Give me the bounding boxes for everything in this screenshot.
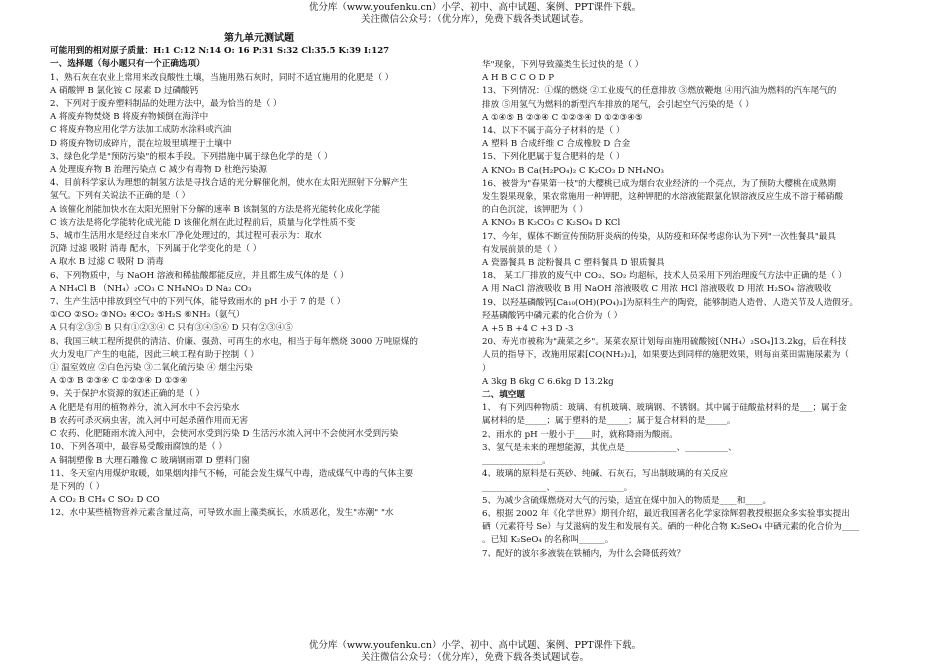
right-line: 2、雨水的 pH 一般小于____时，就称降雨为酸雨。 [482,429,678,440]
left-line: ①CO ②SO₂ ③NO₂ ④CO₂ ⑤H₂S ⑥NH₃（氨气） [50,310,245,321]
footer-line-2: 关注微信公众号：（优分库），免费下载各类试题试卷。 [360,652,589,663]
left-line: A 该催化剂能加快水在太阳光照射下分解的速率 B 该制氢的方法是将光能转化成化学能 [50,204,381,215]
right-line: 16、被誉为"春果第一枝"的大樱桃已成为烟台农业经济的一个亮点，为了预防大樱桃在成熟期 [482,178,836,189]
left-line: 6、下列物质中，与 NaOH 溶液和稀盐酸都能反应，并且都生成气体的是（ ） [50,270,349,281]
right-line: 人员的指导下，改施用尿素[CO(NH₂)₂]，如果要达到同样的施肥效果，则每亩菜田需施尿素为（ [482,350,849,361]
page-header [0,2,950,26]
right-line: 排放 ⑤用氢气为燃料的新型汽车排放的尾气，会引起空气污染的是（ ） [482,99,754,110]
left-line: 5、城市生活用水是经过自来水厂净化处理过的，其过程可表示为：取水 [50,231,322,242]
right-line: 3、氢气是未来的理想能源，其优点是____________、__________、 [482,442,737,453]
left-line: A 处理废弃物 B 治理污染点 C 减少有毒物 D 杜绝污染源 [50,165,267,176]
right-line: A KNO₃ B K₂CO₃ C K₂SO₄ D KCl [482,218,621,229]
right-line: 17、今年，媒体不断宣传预防肝炎病的传染，从防疫和环保考虑你认为下列"一次性餐具"最具 [482,231,836,242]
right-line: A 瓷器餐具 B 淀粉餐具 C 塑料餐具 D 银质餐具 [482,258,665,269]
left-line: 第九单元测试题 [224,33,294,44]
right-line: 硒（元素符号 Se）与艾滋病的发生和发展有关。硒的一种化合物 K₂SeO₄ 中硒元素的化合价为____ [482,522,860,533]
left-line: C 将废弃物应用化学方法加工成防水涂料或汽油 [50,125,232,136]
left-line: 7、生产生活中排放到空气中的下列气体，能导致雨水的 pH 小于 7 的是（ ） [50,297,346,308]
right-line: 羟基磷酸钙中磷元素的化合价为（ ） [482,310,623,321]
right-line: 有发展前景的是（ ） [482,244,563,255]
left-line: 沉降 过滤 吸附 消毒 配水，下列属于化学变化的是（ ） [50,244,262,255]
left-line: 10、下列各项中，最容易受酸雨腐蚀的是（ ） [50,442,227,453]
left-line: A 取水 B 过滤 C 吸附 D 消毒 [50,257,164,268]
left-line: 2、下列对于废弃塑料制品的处理方法中，最为恰当的是（ ） [50,99,282,110]
left-line: 1、熟石灰在农业上常用来改良酸性土壤，当施用熟石灰时，同时不适宜施用的化肥是（ ） [50,72,394,83]
left-line: 氢气。下列有关说法不正确的是（ ） [50,191,191,202]
left-line: A 硝酸钾 B 氯化铵 C 尿素 D 过磷酸钙 [50,85,199,96]
left-line: B 农药可杀灭病虫害，流入河中可起杀菌作用而无害 [50,415,249,426]
left-line: 4、目前科学家认为理想的制氢方法是寻找合适的光分解催化剂，使水在太阳光照射下分解产生 [50,178,408,189]
right-line: 二、填空题 [482,390,525,401]
right-line: 4、玻璃的原料是石英砂、纯碱、石灰石，写出制玻璃的有关反应 [482,469,729,480]
page-footer [0,640,950,664]
left-line: 是下列的（ ） [50,481,105,492]
right-line: 19、以羟基磷酸钙[Ca₁₀(OH)(PO₄)₃]为原料生产的陶瓷，能够制造人造骨、人造关节及人造假牙。 [482,297,859,308]
right-line: ______________。 [482,456,551,467]
right-line: A 3kg B 6kg C 6.6kg D 13.2kg [482,376,614,387]
left-line: 11、冬天室内用煤炉取暖，如果烟肉排气不畅，可能会发生煤气中毒，造成煤气中毒的气体主要 [50,468,414,479]
left-line: 3、绿色化学是"预防污染"的根本手段。下列措施中属于绿色化学的是（ ） [50,151,333,162]
footer-line-1: 优分库（www.youfenku.cn）小学、初中、高中试题、案例、PPT课件下载。 [308,640,642,651]
right-line: 15、下列化肥属于复合肥料的是（ ） [482,152,625,163]
header-line-2: 关注微信公众号：（优分库），免费下载各类试题试卷。 [360,14,589,25]
right-line: 的白色沉淀，该钾肥为（ ） [482,205,588,216]
right-line: 14、以下不属于高分子材料的是（ ） [482,126,625,137]
right-line: 18、 某工厂排放的废气中 CO₂、SO₂ 均超标，技术人员采用下列治理废气方法中正确的是（ ） [482,271,847,282]
right-line: 13、下列情况：①煤的燃烧 ②工业废气的任意排放 ③燃放鞭炮 ④用汽油为燃料的汽车尾气的 [482,86,837,97]
left-line: 一、选择题（每小题只有一个正确选项） [50,59,205,70]
left-line: 火力发电厂产生的电能，因此三峡工程有助于控制（ ） [50,349,259,360]
left-line: A 铜制塑像 B 大理石雕像 C 玻璃钢雨罩 D 塑料门窗 [50,455,250,466]
header-line-1: 优分库（www.youfenku.cn）小学、初中、高中试题、案例、PPT课件下载。 [308,2,642,13]
right-line: 5、为减少含硫煤燃烧对大气的污染，适宜在煤中加入的物质是____和____。 [482,495,772,506]
left-line: A 化肥是有用的植物养分，流入河水中不会污染水 [50,402,240,413]
right-line: _______________、________________。 [482,482,633,493]
left-line: 12、水中某些植物营养元素含量过高，可导致水面上藻类疯长，水质恶化，发生"赤潮" "水 [50,508,394,519]
right-line: 属材料的是_____；属于塑料的是_____；属于复合材料的是_____。 [482,416,736,427]
right-line: A ①④⑤ B ②③④ C ①②③④ D ①②③④⑤ [482,112,643,123]
right-line: 。已知 K₂SeO₄ 的名称叫______。 [482,535,614,546]
left-line: A NH₄Cl B （NH₄）₂CO₃ C NH₄NO₃ D Na₂ CO₃ [50,283,252,294]
right-line: A +5 B +4 C +3 D -3 [482,324,574,335]
left-line: C 农药、化肥随雨水流入河中，会使河水受到污染 D 生活污水流入河中不会使河水受到污染 [50,429,399,440]
right-line: A H B C C O D P [482,73,555,84]
left-line: 8、我国三峡工程所提供的清洁、价廉、强劲、可再生的水电，相当于每年燃烧 3000 万吨原煤的 [50,336,418,347]
left-line: 可能用到的相对原子质量：H:1 C:12 N:14 O: 16 P:31 S:32 Cl:35.5 K:39 I:127 [50,46,390,57]
right-line: A 用 NaCl 溶液吸收 B 用 NaOH 溶液吸收 C 用浓 HCl 溶液吸收 D 用浓 H₂SO₄ 溶液吸收 [482,284,832,295]
right-line: 20、寿光市被称为"蔬菜之乡"。某菜农原计划每亩施用硫酸铵[（NH₄）₂SO₄]13.2kg，后在科技 [482,337,847,348]
right-line: 发生裂果现象，果农常施用一种钾肥，这种钾肥的水溶液能跟氯化钡溶液反应生成不溶于稀硝酸 [482,192,843,203]
left-line: D 将废弃物切成碎片，混在垃圾里填埋于土壤中 [50,138,232,149]
right-line: 6、根据 2002 年《化学世界》期刊介绍，最近我国著名化学家徐辉碧教授根据众多实验事实提出 [482,508,850,519]
right-line: 华"现象，下列导致藻类生长过快的是（ ） [482,60,644,70]
left-line: A ①③ B ②③④ C ①②③④ D ①③④ [50,376,188,387]
left-line: A CO₂ B CH₄ C SO₂ D CO [50,495,160,506]
right-line: A 塑料 B 合成纤维 C 合成橡胶 D 合金 [482,139,631,150]
left-line: ① 温室效应 ②白色污染 ③二氧化硫污染 ④ 烟尘污染 [50,363,253,374]
right-column [482,59,918,561]
right-line: 1、 有下列四种物质：玻璃、有机玻璃、玻璃钢、不锈钢。其中属于硅酸盐材料的是___；属于金 [482,403,847,414]
left-line: A 将废弃物焚烧 B 将废弃物倾倒在海洋中 [50,112,209,123]
left-line: 9、关于保护水资源的叙述正确的是（ ） [50,389,205,400]
right-line: 7、配好的波尔多液装在铁桶内，为什么会降低药效？ [482,548,686,559]
left-line: C 该方法是将化学能转化成光能 D 该催化剂在此过程前后，质量与化学性质不变 [50,217,356,228]
right-line: ） [482,363,491,374]
left-line: A 只有②③⑤ B 只有①②③④ C 只有③④⑤⑥ D 只有②③④⑤ [50,323,293,334]
left-column [50,32,468,521]
right-line: A KNO₃ B Ca(H₂PO₄)₂ C K₂CO₃ D NH₄NO₃ [482,165,665,176]
